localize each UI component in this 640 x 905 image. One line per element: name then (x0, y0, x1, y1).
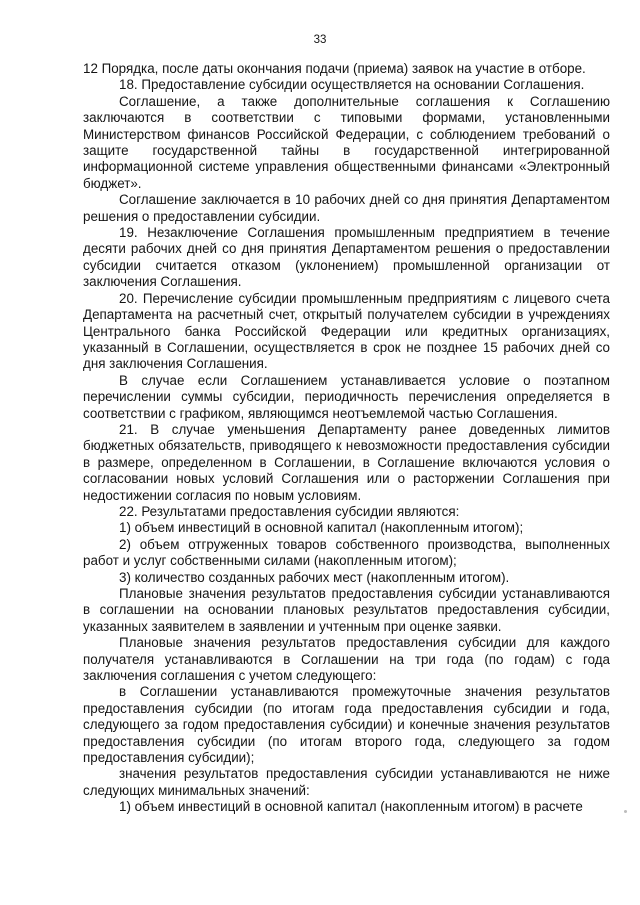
paragraph-item-18: 18. Предоставление субсидии осуществляется на основании Соглашения. (119, 77, 585, 93)
paragraph-agreement-forms: Соглашение, а также дополнительные соглашения к Соглашению заключаются в соответствии с типовыми формами, установленными Министерством финансов Российской Федерации, с соблюдением требований о защите государственной тайны в государственной интегрированной информационной системе управления общественными финансами «Электронный бюджет». (83, 93, 610, 191)
list-item-1-investments: 1) объем инвестиций в основной капитал (накопленным итогом) в расчете (119, 799, 583, 815)
paragraph-planned-values-per-recipient: Плановые значения результатов предоставления субсидии для каждого получателя устанавливаются в Соглашении на три года (по годам) с года заключения соглашения с учетом следующего: (83, 635, 610, 684)
paragraph-intermediate-values: в Соглашении устанавливаются промежуточные значения результатов предоставления субсидии (по итогам года предоставления субсидии и года, следующего за годом предоставления субсидии) и конечные значения результатов предоставления субсидии (по итогам второго года, следующего за годом предоставления субсидии); (83, 684, 610, 766)
scan-speck (624, 810, 627, 813)
paragraph-continuation: 12 Порядка, после даты окончания подачи (приема) заявок на участие в отборе. (83, 61, 586, 76)
list-item-1: 1) объем инвестиций в основной капитал (накопленным итогом); (119, 520, 524, 536)
paragraph-staged-transfer: В случае если Соглашением устанавливается условие о поэтапном перечислении суммы субсидии, периодичность перечисления определяется в соответствии с графиком, являющимся неотъемлемой частью Соглашения. (83, 372, 610, 421)
paragraph-planned-values: Плановые значения результатов предоставления субсидии устанавливаются в соглашении на основании плановых результатов предоставления субсидии, указанных заявителем в заявлении и учтенным при оценке заявки. (83, 586, 610, 634)
paragraph-item-20: 20. Перечисление субсидии промышленным предприятиям с лицевого счета Департамента на расчетный счет, открытый получателем субсидии в учреждениях Центрального банка Российской Федерации или кредитных организациях, указанный в Соглашении, осуществляется в срок не позднее 15 рабочих дней со дня заключения Соглашения. (83, 290, 610, 372)
paragraph-minimum-values: значения результатов предоставления субсидии устанавливаются не ниже следующих минимальных значений: (83, 766, 610, 798)
paragraph-item-21: 21. В случае уменьшения Департаменту ранее доведенных лимитов бюджетных обязательств, приводящего к невозможности предоставления субсидии в размере, определенном в Соглашении, в Соглашение включаются условия о согласовании новых условий Соглашения или о расторжении Соглашения при недостижении согласия по новым условиям. (83, 421, 610, 503)
list-item-3: 3) количество созданных рабочих мест (накопленным итогом). (119, 569, 510, 585)
document-body (83, 61, 610, 816)
paragraph-item-19: 19. Незаключение Соглашения промышленным предприятием в течение десяти рабочих дней со дня принятия Департаментом решения о предоставлении субсидии считается отказом (уклонением) промышленной организации от заключения Соглашения. (83, 225, 610, 290)
page-number: 33 (313, 34, 327, 46)
paragraph-item-22: 22. Результатами предоставления субсидии являются: (119, 503, 460, 519)
paragraph-agreement-term: Соглашение заключается в 10 рабочих дней со дня принятия Департаментом решения о предоставлении субсидии. (83, 192, 610, 224)
list-item-2: 2) объем отгруженных товаров собственного производства, выполненных работ и услуг собственными силами (накопленным итогом); (83, 536, 610, 569)
